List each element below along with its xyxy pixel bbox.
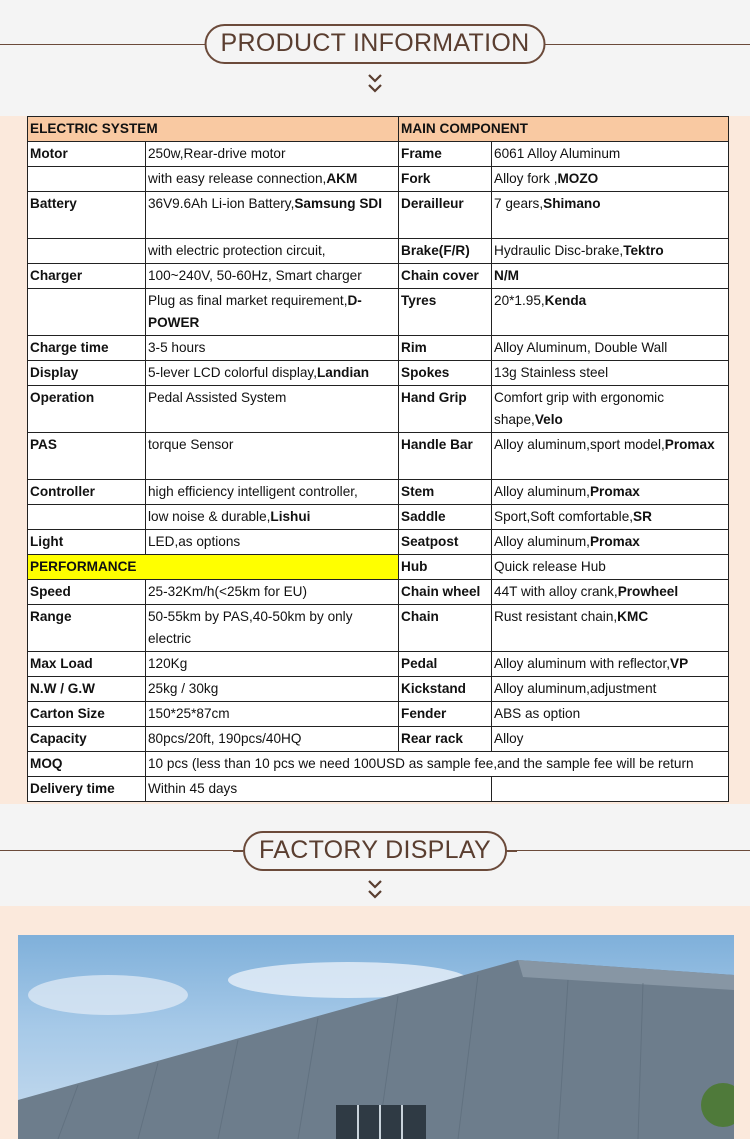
- component-value: [492, 702, 729, 727]
- component-value: [492, 167, 729, 192]
- spec-value-text: LED,as options: [148, 534, 241, 549]
- component-value-brand: Kenda: [544, 293, 587, 308]
- component-value-brand: MOZO: [557, 171, 599, 186]
- component-key-text: Kickstand: [401, 681, 466, 696]
- component-value: [492, 530, 729, 555]
- table-row: [28, 386, 729, 433]
- component-value: [492, 555, 729, 580]
- component-key-text: Rear rack: [401, 731, 463, 746]
- spec-key-text: Charger: [30, 268, 83, 283]
- spec-value: [146, 480, 399, 505]
- performance-header-row: [28, 555, 729, 580]
- component-key-text: Tyres: [401, 293, 437, 308]
- factory-photo: [18, 935, 734, 1139]
- moq-key-text: MOQ: [30, 756, 63, 771]
- spec-key: [28, 530, 146, 555]
- component-key-text: Saddle: [401, 509, 446, 524]
- spec-value: [146, 652, 399, 677]
- component-key-text: Chain: [401, 609, 439, 624]
- component-value-brand: Promax: [589, 534, 640, 549]
- component-value-brand: Shimano: [543, 196, 601, 211]
- component-value: [492, 192, 729, 239]
- spec-value: [146, 264, 399, 289]
- spec-key-text: Battery: [30, 196, 77, 211]
- spec-value: [146, 605, 399, 652]
- spec-value-text: 150*25*87cm: [148, 706, 230, 721]
- spec-key-text: Operation: [30, 390, 95, 405]
- spec-value: [146, 192, 399, 239]
- delivery-value-text: Within 45 days: [148, 781, 238, 796]
- spec-key: [28, 580, 146, 605]
- component-key: [399, 289, 492, 336]
- component-key: [399, 386, 492, 433]
- component-key: [399, 336, 492, 361]
- component-key-text: Rim: [401, 340, 427, 355]
- spec-value-brand: Samsung SDI: [294, 196, 382, 211]
- spec-key-text: Motor: [30, 146, 68, 161]
- component-value-brand: Promax: [664, 437, 715, 452]
- spec-value-brand: Landian: [316, 365, 370, 380]
- spec-key-text: Display: [30, 365, 79, 380]
- spec-value: [146, 677, 399, 702]
- spec-value: [146, 336, 399, 361]
- spec-value: [146, 727, 399, 752]
- component-value: [492, 433, 729, 480]
- spec-key-text: Carton Size: [30, 706, 105, 721]
- table-row: [28, 605, 729, 652]
- factory-building-illustration: [18, 935, 734, 1139]
- table-row: [28, 433, 729, 480]
- component-value-text: Alloy fork ,: [494, 171, 558, 186]
- spec-value-text: with easy release connection,: [148, 171, 327, 186]
- component-key-text: Brake(F/R): [401, 243, 470, 258]
- spec-value-text: 3-5 hours: [148, 340, 206, 355]
- spec-value: [146, 167, 399, 192]
- spec-key: [28, 702, 146, 727]
- table-row: [28, 480, 729, 505]
- spec-key-text: Range: [30, 609, 72, 624]
- table-row: [28, 142, 729, 167]
- spec-key-text: Speed: [30, 584, 71, 599]
- component-key: [399, 580, 492, 605]
- spec-value-text: 5-lever LCD colorful display,: [148, 365, 317, 380]
- component-key: [399, 264, 492, 289]
- component-value-brand: SR: [633, 509, 652, 524]
- electric-system-header: ELECTRIC SYSTEM: [28, 117, 399, 142]
- table-row: [28, 336, 729, 361]
- delivery-row: [28, 777, 729, 802]
- table-row: [28, 361, 729, 386]
- component-key-text: Chain cover: [401, 268, 479, 283]
- table-row: [28, 652, 729, 677]
- component-key: [399, 480, 492, 505]
- component-value-text: Quick release Hub: [494, 559, 606, 574]
- component-value-text: 7 gears,: [494, 196, 544, 211]
- moq-value-text: 10 pcs (less than 10 pcs we need 100USD as sample fee,and the sample fee will be return: [148, 756, 694, 771]
- delivery-key-text: Delivery time: [30, 781, 115, 796]
- moq-row: [28, 752, 729, 777]
- spec-value: [146, 530, 399, 555]
- component-value-text: 13g Stainless steel: [494, 365, 609, 380]
- component-key: [399, 192, 492, 239]
- component-key-text: Handle Bar: [401, 437, 473, 452]
- spec-key-text: PAS: [30, 437, 57, 452]
- component-value-text: Sport,Soft comfortable,: [494, 509, 634, 524]
- table-row: [28, 677, 729, 702]
- component-value-brand: Promax: [589, 484, 640, 499]
- spec-value-text: 25-32Km/h(<25km for EU): [148, 584, 308, 599]
- component-value-brand: N/M: [494, 268, 519, 283]
- double-chevron-down-icon: [365, 878, 385, 902]
- spec-value-text: low noise & durable,: [148, 509, 271, 524]
- spec-key: [28, 480, 146, 505]
- table-row: [28, 580, 729, 605]
- spec-key-text: Charge time: [30, 340, 109, 355]
- component-value-text: 20*1.95,: [494, 293, 545, 308]
- component-value: [492, 727, 729, 752]
- spec-value-text: 80pcs/20ft, 190pcs/40HQ: [148, 731, 302, 746]
- spec-key: [28, 505, 146, 530]
- spec-key: [28, 167, 146, 192]
- spec-value-brand: AKM: [326, 171, 358, 186]
- performance-header: [28, 555, 399, 580]
- performance-header-text: PERFORMANCE: [30, 559, 137, 574]
- spec-value-text: 36V9.6Ah Li-ion Battery,: [148, 196, 295, 211]
- component-key-text: Derailleur: [401, 196, 464, 211]
- component-value-text: Alloy aluminum,: [494, 534, 590, 549]
- spec-value: [146, 702, 399, 727]
- spec-value-text: 100~240V, 50-60Hz, Smart charger: [148, 268, 362, 283]
- component-key: [399, 677, 492, 702]
- spec-value-text: 50-55km by PAS,40-50km by only electric: [148, 609, 353, 646]
- spec-value-text: Pedal Assisted System: [148, 390, 287, 405]
- component-value-text: Hydraulic Disc-brake,: [494, 243, 624, 258]
- component-value: [492, 580, 729, 605]
- double-chevron-down-icon: [365, 72, 385, 96]
- component-key: [399, 239, 492, 264]
- spec-value-text: 250w,Rear-drive motor: [148, 146, 286, 161]
- component-key-text: Hub: [401, 559, 428, 574]
- component-value-text: Alloy aluminum,: [494, 484, 590, 499]
- spec-key: [28, 264, 146, 289]
- component-key-text: Stem: [401, 484, 435, 499]
- component-value-text: 6061 Alloy Aluminum: [494, 146, 621, 161]
- component-key: [399, 433, 492, 480]
- component-value: [492, 677, 729, 702]
- spec-value-text: with electric protection circuit,: [148, 243, 326, 258]
- spec-value-text: 120Kg: [148, 656, 188, 671]
- component-key-text: Fender: [401, 706, 447, 721]
- table-row: [28, 289, 729, 336]
- component-value-brand: Tektro: [623, 243, 664, 258]
- table-row: [28, 167, 729, 192]
- delivery-value: [146, 777, 492, 802]
- spec-value-brand: D-POWER: [148, 293, 362, 330]
- factory-display-banner: [0, 806, 750, 906]
- component-key-text: Hand Grip: [401, 390, 467, 405]
- component-key: [399, 727, 492, 752]
- table-row: [28, 239, 729, 264]
- component-key: [399, 167, 492, 192]
- component-key: [399, 555, 492, 580]
- table-row: [28, 192, 729, 239]
- component-key: [399, 702, 492, 727]
- spec-key-text: N.W / G.W: [30, 681, 95, 696]
- table-row: [28, 505, 729, 530]
- component-key-text: Fork: [401, 171, 431, 186]
- spec-value: [146, 386, 399, 433]
- factory-display-title: FACTORY DISPLAY: [243, 831, 507, 871]
- component-value: [492, 361, 729, 386]
- component-value: [492, 289, 729, 336]
- component-value-text: Alloy aluminum,sport model,: [494, 437, 665, 452]
- spec-value: [146, 289, 399, 336]
- component-value-text: Rust resistant chain,: [494, 609, 618, 624]
- component-key-text: Frame: [401, 146, 442, 161]
- moq-value: [146, 752, 729, 777]
- product-information-banner: [0, 0, 750, 115]
- component-value-text: Alloy aluminum with reflector,: [494, 656, 671, 671]
- spec-key: [28, 727, 146, 752]
- spec-key-text: Capacity: [30, 731, 87, 746]
- spec-value-brand: Lishui: [270, 509, 311, 524]
- component-value-text: Alloy aluminum,adjustment: [494, 681, 657, 696]
- table-row: [28, 530, 729, 555]
- component-key: [399, 605, 492, 652]
- spec-value-text: torque Sensor: [148, 437, 234, 452]
- spec-key: [28, 336, 146, 361]
- component-value-brand: Prowheel: [617, 584, 679, 599]
- component-value-brand: Velo: [534, 412, 563, 427]
- component-value-text: Comfort grip with ergonomic shape,: [494, 390, 664, 427]
- spec-value-text: Plug as final market requirement,: [148, 293, 348, 308]
- moq-key: [28, 752, 146, 777]
- delivery-key: [28, 777, 146, 802]
- spec-key: [28, 192, 146, 239]
- spec-key: [28, 361, 146, 386]
- spec-key: [28, 652, 146, 677]
- component-key-text: Pedal: [401, 656, 438, 671]
- component-key-text: Chain wheel: [401, 584, 481, 599]
- spec-key: [28, 386, 146, 433]
- component-value: [492, 336, 729, 361]
- spec-key: [28, 433, 146, 480]
- product-information-title: PRODUCT INFORMATION: [205, 24, 546, 64]
- spec-key-text: Max Load: [30, 656, 93, 671]
- spec-value: [146, 433, 399, 480]
- spec-value: [146, 361, 399, 386]
- spec-value: [146, 580, 399, 605]
- spec-value: [146, 142, 399, 167]
- component-value-text: Alloy: [494, 731, 524, 746]
- component-value-text: Alloy Aluminum, Double Wall: [494, 340, 668, 355]
- spec-value-text: high efficiency intelligent controller,: [148, 484, 358, 499]
- spec-key-text: Light: [30, 534, 64, 549]
- component-value: [492, 142, 729, 167]
- spec-value: [146, 239, 399, 264]
- spec-key: [28, 605, 146, 652]
- component-value: [492, 264, 729, 289]
- spec-key: [28, 289, 146, 336]
- component-key: [399, 530, 492, 555]
- component-value: [492, 239, 729, 264]
- spec-table: [27, 116, 729, 802]
- component-value-text: ABS as option: [494, 706, 581, 721]
- table-row: [28, 264, 729, 289]
- component-value-text: 44T with alloy crank,: [494, 584, 618, 599]
- table-row: [28, 702, 729, 727]
- spec-value: [146, 505, 399, 530]
- component-key: [399, 652, 492, 677]
- empty-cell: [492, 777, 729, 802]
- component-value-brand: KMC: [617, 609, 649, 624]
- component-key: [399, 505, 492, 530]
- component-value: [492, 605, 729, 652]
- main-component-header: MAIN COMPONENT: [399, 117, 729, 142]
- component-value: [492, 480, 729, 505]
- spec-value-text: 25kg / 30kg: [148, 681, 219, 696]
- component-key-text: Seatpost: [401, 534, 459, 549]
- component-key: [399, 142, 492, 167]
- component-value: [492, 652, 729, 677]
- spec-key: [28, 239, 146, 264]
- component-value: [492, 505, 729, 530]
- table-row: [28, 727, 729, 752]
- spec-key: [28, 677, 146, 702]
- spec-key-text: Controller: [30, 484, 95, 499]
- component-key: [399, 361, 492, 386]
- component-value-brand: VP: [670, 656, 689, 671]
- component-value: [492, 386, 729, 433]
- table-header-row: [28, 117, 729, 142]
- component-key-text: Spokes: [401, 365, 450, 380]
- spec-key: [28, 142, 146, 167]
